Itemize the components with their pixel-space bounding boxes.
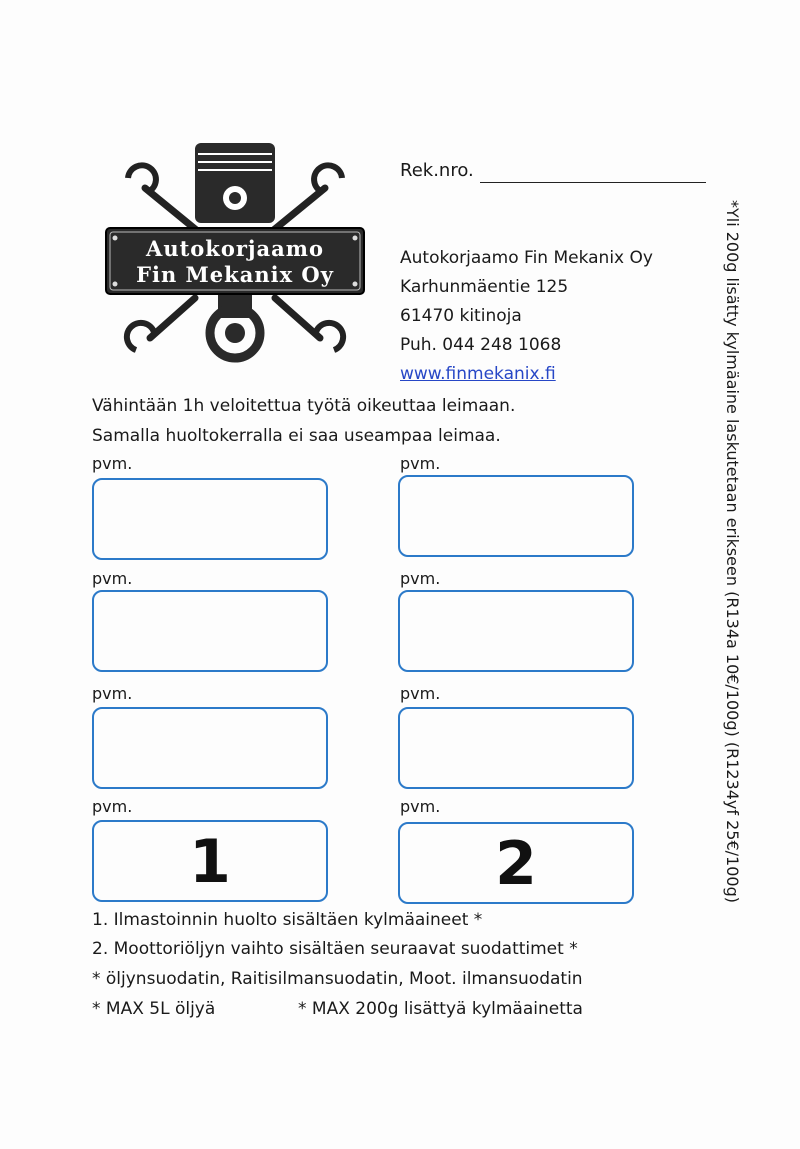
logo-line2: Fin Mekanix Oy bbox=[136, 262, 334, 287]
note-line-4b: * MAX 200g lisättyä kylmäainetta bbox=[298, 999, 583, 1019]
stamp-box-3[interactable] bbox=[92, 590, 328, 672]
stamp-box-7-number: 1 bbox=[189, 827, 231, 897]
stamp-date-label-7: pvm. bbox=[92, 797, 133, 816]
company-logo bbox=[100, 138, 370, 370]
note-line-4a: * MAX 5L öljyä bbox=[92, 999, 216, 1019]
company-website-link[interactable]: www.finmekanix.fi bbox=[400, 364, 556, 384]
stamp-date-label-6: pvm. bbox=[400, 684, 441, 703]
stamp-box-8[interactable] bbox=[398, 822, 634, 904]
stamp-box-1[interactable] bbox=[92, 478, 328, 560]
registration-line[interactable] bbox=[480, 182, 706, 183]
note-line-3: * öljynsuodatin, Raitisilmansuodatin, Moot. ilmansuodatin bbox=[92, 969, 583, 989]
stamp-date-label-4: pvm. bbox=[400, 569, 441, 588]
company-phone: Puh. 044 248 1068 bbox=[400, 335, 562, 355]
stamp-date-label-8: pvm. bbox=[400, 797, 441, 816]
rule-line-2: Samalla huoltokerralla ei saa useampaa leimaa. bbox=[92, 426, 501, 446]
registration-label: Rek.nro. bbox=[400, 160, 474, 181]
company-city: 61470 kitinoja bbox=[400, 306, 522, 326]
stamp-date-label-2: pvm. bbox=[400, 454, 441, 473]
stamp-box-4[interactable] bbox=[398, 590, 634, 672]
stamp-date-label-3: pvm. bbox=[92, 569, 133, 588]
stamp-box-6[interactable] bbox=[398, 707, 634, 789]
stamp-date-label-1: pvm. bbox=[92, 454, 133, 473]
rule-line-1: Vähintään 1h veloitettua työtä oikeuttaa leimaan. bbox=[92, 396, 516, 416]
stamp-date-label-5: pvm. bbox=[92, 684, 133, 703]
company-name: Autokorjaamo Fin Mekanix Oy bbox=[400, 248, 653, 268]
note-line-2: 2. Moottoriöljyn vaihto sisältäen seuraavat suodattimet * bbox=[92, 939, 578, 959]
side-note-text: *Yli 200g lisätty kylmäaine laskutetaan erikseen (R134a 10€/100g) (R1234yf 25€/100g) bbox=[723, 200, 742, 903]
stamp-box-7[interactable] bbox=[92, 820, 328, 902]
stamp-box-2[interactable] bbox=[398, 475, 634, 557]
note-line-1: 1. Ilmastoinnin huolto sisältäen kylmäaineet * bbox=[92, 910, 483, 930]
stamp-box-5[interactable] bbox=[92, 707, 328, 789]
stamp-box-8-number: 2 bbox=[495, 829, 537, 899]
logo-line1: Autokorjaamo bbox=[146, 236, 324, 261]
side-note bbox=[712, 200, 752, 980]
company-street: Karhunmäentie 125 bbox=[400, 277, 569, 297]
